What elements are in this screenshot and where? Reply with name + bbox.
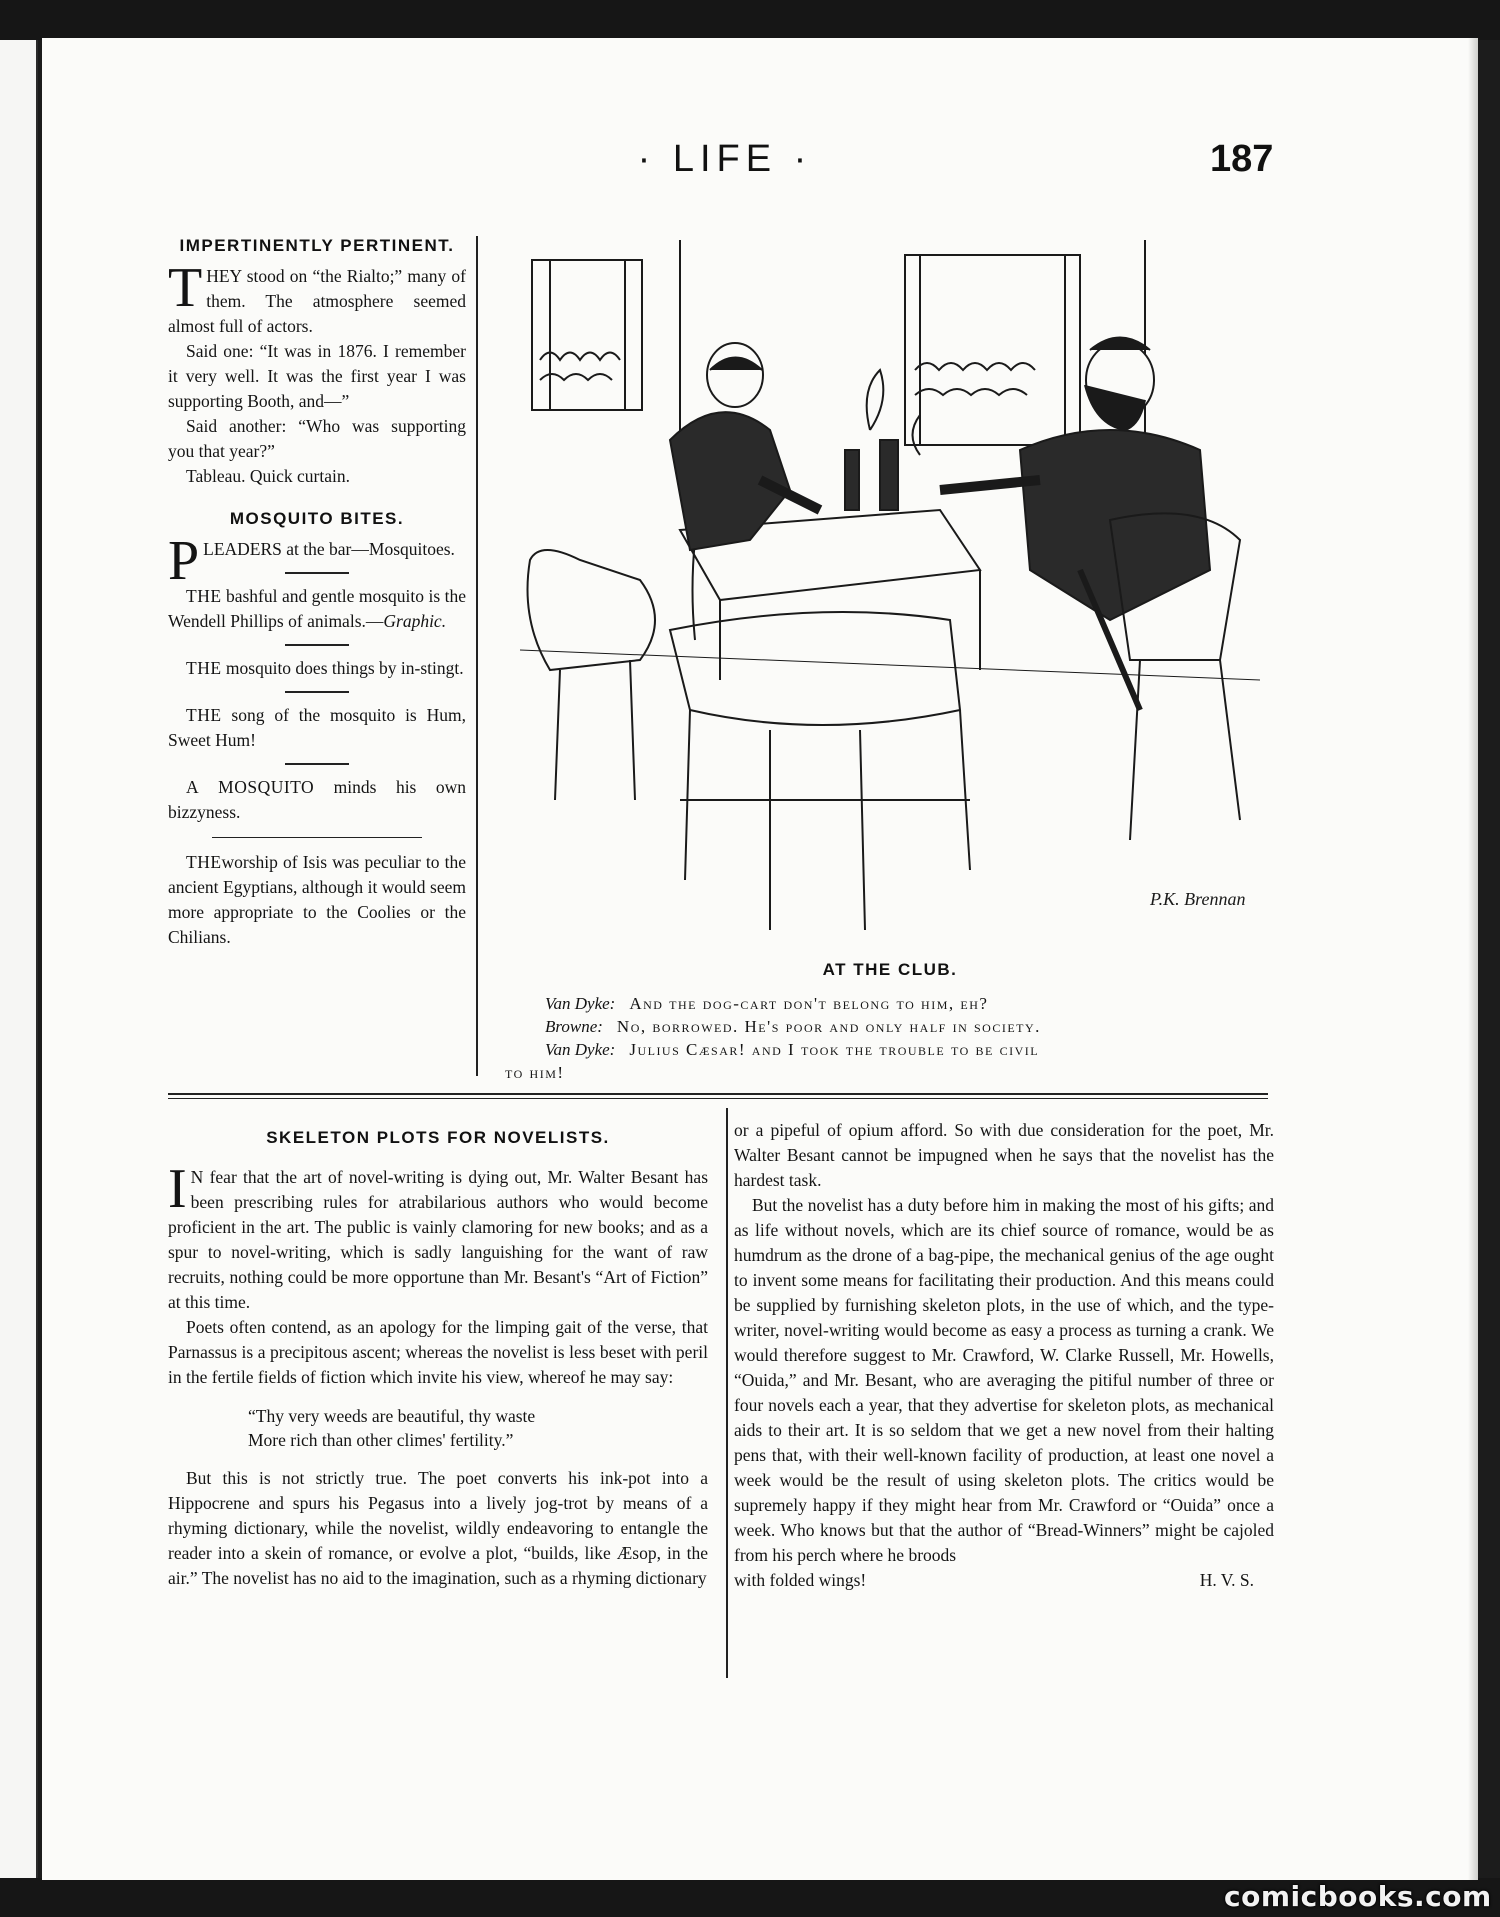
mosquito-paragraph-4: THE song of the mosquito is Hum, Sweet Hum! — [168, 705, 466, 750]
speech-text: Julius Cæsar! and I took the trouble to be civil — [629, 1040, 1040, 1059]
left-column — [168, 236, 466, 950]
speech-text: No, borrowed. He's poor and only half in society. — [616, 1017, 1041, 1036]
skeleton-paragraph-2: Poets often contend, as an apology for the limping gait of the verse, that Parnassus is a precipitous ascent; whereas the novelist is less beset with peril in the fertile fields of fiction which invite his view, whereof he may say: — [168, 1317, 708, 1387]
chair-front — [670, 612, 960, 725]
chair-left — [528, 550, 656, 670]
page-edge-shadow — [1468, 38, 1478, 1880]
mosquito-paragraph-2: THE bashful and gentle mosquito is the Wendell Phillips of animals.—Graphic. — [168, 586, 466, 631]
article-title-skeleton-plots: SKELETON PLOTS FOR NOVELISTS. — [266, 1128, 610, 1147]
page-number: 187 — [1210, 138, 1274, 180]
skeleton-paragraph-1: IN fear that the art of novel-writing is dying out, Mr. Walter Besant has been prescribing rules for atrabilarious authors who would become proficient in the art. The public is vainly clamoring for new books; and as a spur to novel-writing, which is sadly languishing for the want of raw recruits, nothing could be more opportune than Mr. Besant's “Art of Fiction” at this time. — [168, 1158, 708, 1312]
cartoon-illustration — [520, 240, 1260, 935]
skeleton-paragraph-4: or a pipeful of opium afford. So with due consideration for the poet, Mr. Walter Besant cannot be impugned when he says that the novelist has the hardest task. — [734, 1120, 1274, 1190]
speech-text: And the dog-cart don't belong to him, eh? — [629, 994, 989, 1013]
left-man-head — [707, 343, 763, 407]
article-title-impertinently: IMPERTINENTLY PERTINENT. — [179, 236, 455, 255]
column-divider — [476, 236, 478, 1076]
separator-rule — [285, 644, 349, 646]
impertinently-paragraph-4: Tableau. Quick curtain. — [186, 466, 350, 486]
cartoon-caption — [505, 992, 1270, 1084]
article-column-right — [734, 1118, 1274, 1593]
caption-line-3 — [505, 1038, 1270, 1061]
speaker-label: Browne: — [545, 1017, 603, 1036]
verse-line-1: “Thy very weeds are beautiful, thy waste — [248, 1406, 536, 1426]
mosquito-paragraph-5: A MOSQUITO minds his own bizzyness. — [168, 777, 466, 822]
scan-border-top — [0, 0, 1500, 40]
mosquito-paragraph-3: THE mosquito does things by in-stingt. — [186, 658, 464, 678]
artist-signature: P.K. Brennan — [1150, 889, 1246, 909]
article-title-mosquito: MOSQUITO BITES. — [229, 509, 405, 528]
cartoon-caption-title: AT THE CLUB. — [822, 960, 958, 979]
article-ending — [734, 1568, 1274, 1593]
cartoon-drawing — [520, 240, 1260, 935]
mosquito-paragraph-1: PLEADERS at the bar—Mosquitoes. — [168, 530, 455, 592]
caption-line-2 — [505, 1015, 1270, 1038]
verse-quote — [248, 1404, 708, 1452]
speaker-label: Van Dyke: — [545, 1040, 616, 1059]
closing-text: with folded wings! — [734, 1570, 867, 1590]
mosquito-paragraph-6: THEworship of Isis was peculiar to the ancient Egyptians, although it would seem more appropriate to the Coolies or the Chilians. — [168, 852, 466, 947]
impertinently-paragraph-3: Said another: “Who was supporting you that year?” — [168, 416, 466, 461]
scan-border-left — [0, 40, 38, 1880]
separator-rule — [285, 763, 349, 765]
author-signature: H. V. S. — [1199, 1570, 1254, 1590]
article-column-left — [168, 1158, 708, 1591]
speaker-label: Van Dyke: — [545, 994, 616, 1013]
section-rule — [168, 1093, 1268, 1095]
column-divider — [726, 1108, 728, 1678]
skeleton-paragraph-5: But the novelist has a duty before him in making the most of his gifts; and as life without novels, which are its chief source of romance, would be as humdrum as the drone of a bag-pipe, the mechanical genius of the age ought to invent some means for facilitating their production. And this means could be supplied by furnishing skeleton plots, in the use of which, and the type-writer, novel-writing would become as easy a process as turning a crank. We would therefore suggest to Mr. Crawford, W. Clarke Russell, Mr. Howells, “Ouida,” and Mr. Besant, who are averaging the pitiful number of three or four novels each a year, that they advertise for skeleton plots, as mechanical aids to their art. It is so seldom that we get a new novel from their halting pens that, with their well-known facility of production, at least one novel a week would be the result of using skeleton plots. The critics would be supremely happy if they might hear from Mr. Crawford or “Ouida” once a week. Who knows but that the author of “Bread-Winners” might be cajoled from his perch where he broods — [734, 1195, 1274, 1565]
caption-line-1 — [505, 992, 1270, 1015]
separator-rule-long — [212, 837, 422, 838]
watermark: comicbooks.com — [1224, 1880, 1492, 1913]
skeleton-paragraph-3: But this is not strictly true. The poet converts his ink-pot into a Hippocrene and spurs his Pegasus into a lively jog-trot by means of a rhyming dictionary, while the novelist, wildly endeavoring to entangle the reader into a skein of romance, or evolve a plot, “builds, like Æsop, in the air.” The novelist has no aid to the imagination, such as a rhyming dictionary — [168, 1468, 708, 1588]
caption-tail: to him! — [505, 1063, 565, 1082]
impertinently-paragraph-2: Said one: “It was in 1876. I remember it very well. It was the first year I was supporting Booth, and—” — [168, 341, 466, 411]
impertinently-paragraph-1: THEY stood on “the Rialto;” many of them. The atmosphere seemed almost full of actors. — [168, 257, 466, 336]
window-right — [905, 255, 1080, 445]
section-rule — [168, 1098, 1268, 1099]
separator-rule — [285, 572, 349, 574]
right-man-body — [1020, 430, 1210, 620]
masthead: · LIFE · — [637, 138, 813, 180]
verse-line-2: More rich than other climes' fertility.” — [248, 1430, 514, 1450]
separator-rule — [285, 691, 349, 693]
